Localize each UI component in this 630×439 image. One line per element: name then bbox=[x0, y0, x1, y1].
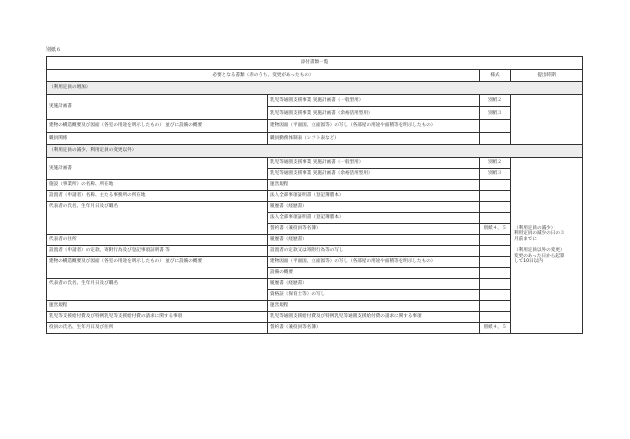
row-form: 別紙２ bbox=[480, 94, 511, 107]
row-form bbox=[480, 212, 511, 223]
row-left: 実施計画書 bbox=[47, 157, 268, 179]
row-form bbox=[480, 267, 511, 278]
row-left: 実施計画書 bbox=[47, 94, 268, 119]
row-right: 職員勤務体制表（シフト表など） bbox=[268, 132, 480, 145]
row-right: 資格証（保育士等）の写し bbox=[268, 289, 480, 300]
row-left: 役員の氏名、生年月日及び住所 bbox=[47, 322, 268, 333]
section-increase: （利用定員の増加） bbox=[47, 82, 583, 95]
row-right: 乳児等通園支援事業 実施計画書（余裕活用型用） bbox=[268, 107, 480, 120]
table-row bbox=[47, 256, 583, 267]
row-left: 設置者（申請者）名称、主たる事務所の所在地 bbox=[47, 190, 268, 201]
row-right: 建物図面（平面図、立面図等）の写し（各部屋の用途や面積等を明示したもの） bbox=[268, 256, 480, 267]
row-right: 履歴書（経歴書） bbox=[268, 201, 480, 212]
table-row bbox=[47, 300, 583, 311]
row-form bbox=[480, 234, 511, 245]
row-form: 別紙４、５ bbox=[480, 223, 511, 234]
row-left: 設置者（申請者）の定款、寄附行為及び登記事項証明書 等 bbox=[47, 245, 268, 256]
row-left: 運営規程 bbox=[47, 300, 268, 311]
row-left: 建物の構造概要及び図面（各室の用途を明示したもの） 並びに設備の概要 bbox=[47, 256, 268, 278]
timing-cell: （利用定員の減少） 利用定員の減少の日の３ 月前までに （利用定員以外の変更） 変更のあった日から起算 して10日以内 bbox=[511, 157, 583, 333]
row-form bbox=[480, 289, 511, 300]
row-left: 乳児等支援給付費及び特例乳児等支援給付費の請求に関する事項 bbox=[47, 311, 268, 322]
table-title: 添付書類一覧 bbox=[47, 57, 583, 70]
row-right: 乳児等通園支援事業 実施計画書（余裕活用型用） bbox=[268, 168, 480, 179]
row-right: 乳児等通園支援事業 実施計画書（一般型用） bbox=[268, 157, 480, 168]
row-right: 法人全部事項証明書（登記簿謄本） bbox=[268, 190, 480, 201]
row-form: 別紙４、５ bbox=[480, 322, 511, 333]
row-form bbox=[480, 190, 511, 201]
row-form bbox=[480, 179, 511, 190]
header-docs: 必要となる書類（赤のうち、変更があったもの） bbox=[47, 69, 480, 82]
row-left: 職員関係 bbox=[47, 132, 268, 145]
row-form bbox=[480, 300, 511, 311]
row-left: 代表者の氏名、生年月日及び職名 bbox=[47, 201, 268, 234]
row-right: 乳児等通園支援給付費及び特例乳児等通園支援給付費の請求に関する事項 bbox=[268, 311, 480, 322]
row-form bbox=[480, 201, 511, 212]
table-row bbox=[47, 311, 583, 322]
row-form bbox=[480, 311, 511, 322]
row-form: 別紙２ bbox=[480, 157, 511, 168]
row-form bbox=[480, 256, 511, 267]
row-right: 誓約書（兼役員等名簿） bbox=[268, 223, 480, 234]
row-right: 運営規程 bbox=[268, 300, 480, 311]
row-form bbox=[480, 245, 511, 256]
row-form: 別紙３ bbox=[480, 107, 511, 120]
attachment-table bbox=[46, 56, 583, 334]
row-right: 法人全部事項証明書（登記簿謄本） bbox=[268, 212, 480, 223]
row-right: 運営規程 bbox=[268, 179, 480, 190]
timing-cell-increase bbox=[511, 94, 583, 144]
row-right: 設備の概要 bbox=[268, 267, 480, 278]
row-right: 乳児等通園支援事業 実施計画書（一般型用） bbox=[268, 94, 480, 107]
table-row bbox=[47, 132, 583, 145]
table-row bbox=[47, 119, 583, 132]
header-form: 様式 bbox=[480, 69, 511, 82]
row-left: 代表者の氏名、生年月日及び職名 bbox=[47, 278, 268, 300]
table-row bbox=[47, 245, 583, 256]
row-right: 誓約書（兼役員等名簿） bbox=[268, 322, 480, 333]
table-row bbox=[47, 94, 583, 107]
row-right: 建物図面（平面図、立面図等）の写し（各部屋の用途や面積等を明示したもの） bbox=[268, 119, 480, 132]
row-form bbox=[480, 132, 511, 145]
table-row bbox=[47, 157, 583, 168]
row-form bbox=[480, 278, 511, 289]
section-decrease: （利用定員の減少、利用定員の変更以外） bbox=[47, 145, 583, 158]
table-row bbox=[47, 234, 583, 245]
row-form bbox=[480, 119, 511, 132]
table-row bbox=[47, 190, 583, 201]
row-form: 別紙３ bbox=[480, 168, 511, 179]
header-timing: 提出時期 bbox=[511, 69, 583, 82]
table-row bbox=[47, 322, 583, 333]
row-right: 設置者の定款又は寄附行為等の写し bbox=[268, 245, 480, 256]
row-left: 建物の構造概要及び図面（各室の用途を明示したもの） 並びに設備の概要 bbox=[47, 119, 268, 132]
table-row bbox=[47, 201, 583, 212]
table-row bbox=[47, 278, 583, 289]
row-right: 履歴書（経歴書） bbox=[268, 278, 480, 289]
document-label: 別紙６ bbox=[46, 47, 62, 53]
table-row bbox=[47, 179, 583, 190]
row-left: 代表者の住所 bbox=[47, 234, 268, 245]
row-right: 履歴書（経歴書） bbox=[268, 234, 480, 245]
row-left: 施設（事業所）の名称、所在地 bbox=[47, 179, 268, 190]
